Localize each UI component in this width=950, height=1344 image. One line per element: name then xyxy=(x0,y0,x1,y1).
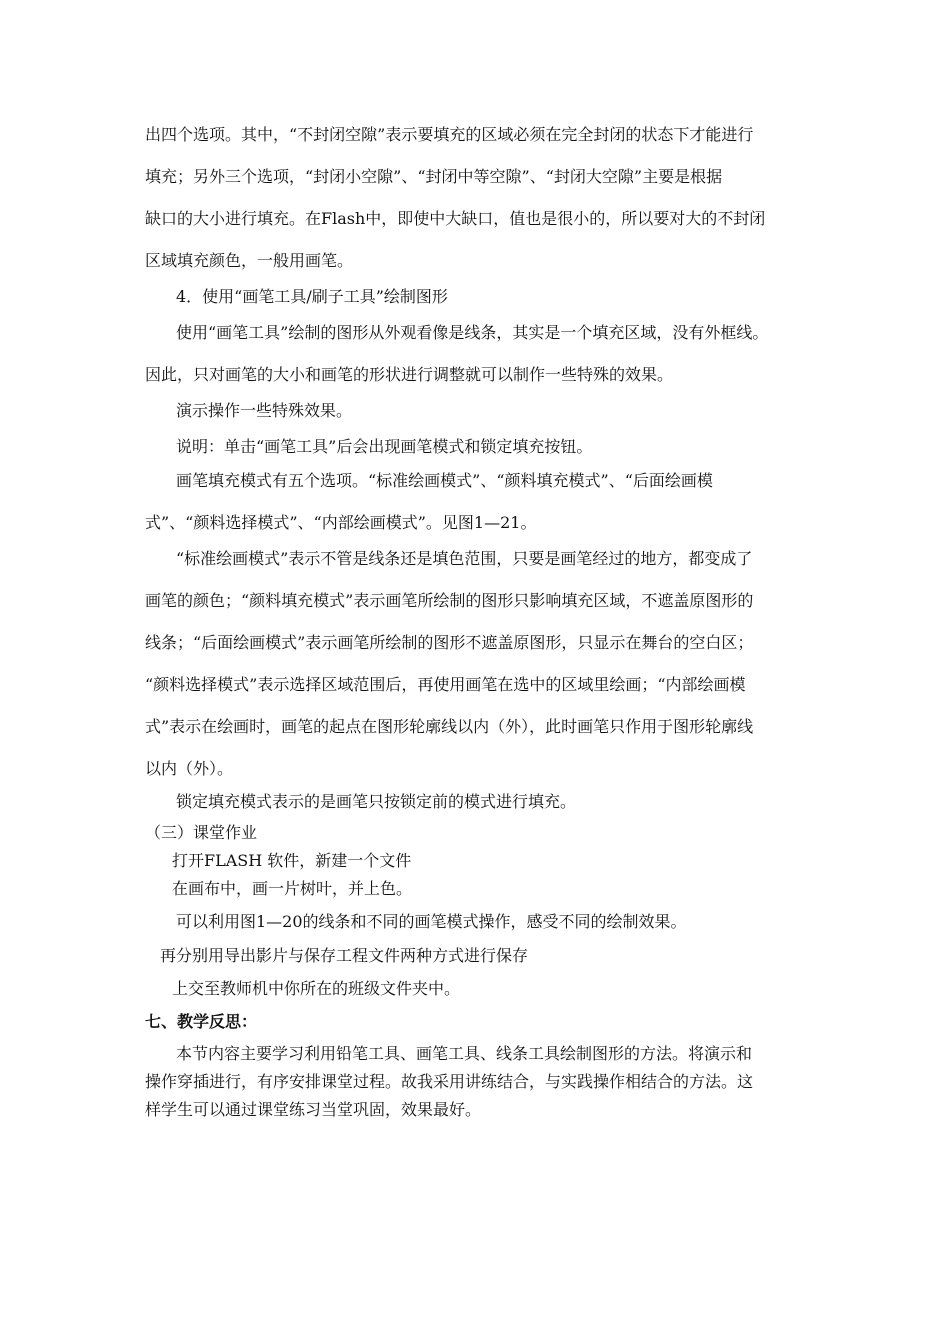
section-heading: 七、教学反思： xyxy=(145,1012,258,1031)
text-line: 说明：单击“画笔工具”后会出现画笔模式和锁定填充按钮。 xyxy=(176,437,593,456)
text-line: 操作穿插进行，有序安排课堂过程。故我采用讲练结合，与实践操作相结合的方法。这 xyxy=(145,1072,754,1091)
text-line: 出四个选项。其中，“不封闭空隙”表示要填充的区域必须在完全封闭的状态下才能进行 xyxy=(145,125,754,144)
text-line: 填充；另外三个选项，“封闭小空隙”、“封闭中等空隙”、“封闭大空隙”主要是根据 xyxy=(145,167,723,186)
section-heading: （三）课堂作业 xyxy=(145,823,258,842)
text-line: 区域填充颜色，一般用画笔。 xyxy=(145,251,354,270)
text-line: 式”、“颜料选择模式”、“内部绘画模式”。见图1—21。 xyxy=(145,513,537,532)
text-line: 式”表示在绘画时，画笔的起点在图形轮廓线以内（外），此时画笔只作用于图形轮廓线 xyxy=(145,717,754,736)
text-line: 使用“画笔工具”绘制的图形从外观看像是线条，其实是一个填充区域，没有外框线。 xyxy=(176,323,769,342)
text-line: 再分别用导出影片与保存工程文件两种方式进行保存 xyxy=(160,946,529,965)
text-line: 画笔填充模式有五个选项。“标准绘画模式”、“颜料填充模式”、“后面绘画模 xyxy=(176,471,713,490)
text-line: 在画布中，画一片树叶，并上色。 xyxy=(172,879,413,898)
text-line: 打开FLASH 软件，新建一个文件 xyxy=(172,851,412,870)
text-line: 样学生可以通过课堂练习当堂巩固，效果最好。 xyxy=(145,1100,482,1119)
text-line: 锁定填充模式表示的是画笔只按锁定前的模式进行填充。 xyxy=(176,792,577,811)
text-line: “颜料选择模式”表示选择区域范围后，再使用画笔在选中的区域里绘画；“内部绘画模 xyxy=(145,675,746,694)
section-heading: 4．使用“画笔工具/刷子工具”绘制图形 xyxy=(176,287,448,306)
text-line: 演示操作一些特殊效果。 xyxy=(176,401,353,420)
text-line: 缺口的大小进行填充。在Flash中，即使中大缺口，值也是很小的，所以要对大的不封闭 xyxy=(145,209,766,228)
text-line: 画笔的颜色；“颜料填充模式”表示画笔所绘制的图形只影响填充区域，不遮盖原图形的 xyxy=(145,591,754,610)
text-line: 可以利用图1—20的线条和不同的画笔模式操作，感受不同的绘制效果。 xyxy=(176,912,687,931)
text-line: 上交至教师机中你所在的班级文件夹中。 xyxy=(172,979,461,998)
text-line: 线条；“后面绘画模式”表示画笔所绘制的图形不遮盖原图形，只显示在舞台的空白区； xyxy=(145,633,754,652)
text-line: 本节内容主要学习利用铅笔工具、画笔工具、线条工具绘制图形的方法。将演示和 xyxy=(176,1044,753,1063)
text-line: “标准绘画模式”表示不管是线条还是填色范围，只要是画笔经过的地方，都变成了 xyxy=(176,549,753,568)
text-line: 以内（外）。 xyxy=(145,759,234,778)
text-line: 因此，只对画笔的大小和画笔的形状进行调整就可以制作一些特殊的效果。 xyxy=(145,365,674,384)
